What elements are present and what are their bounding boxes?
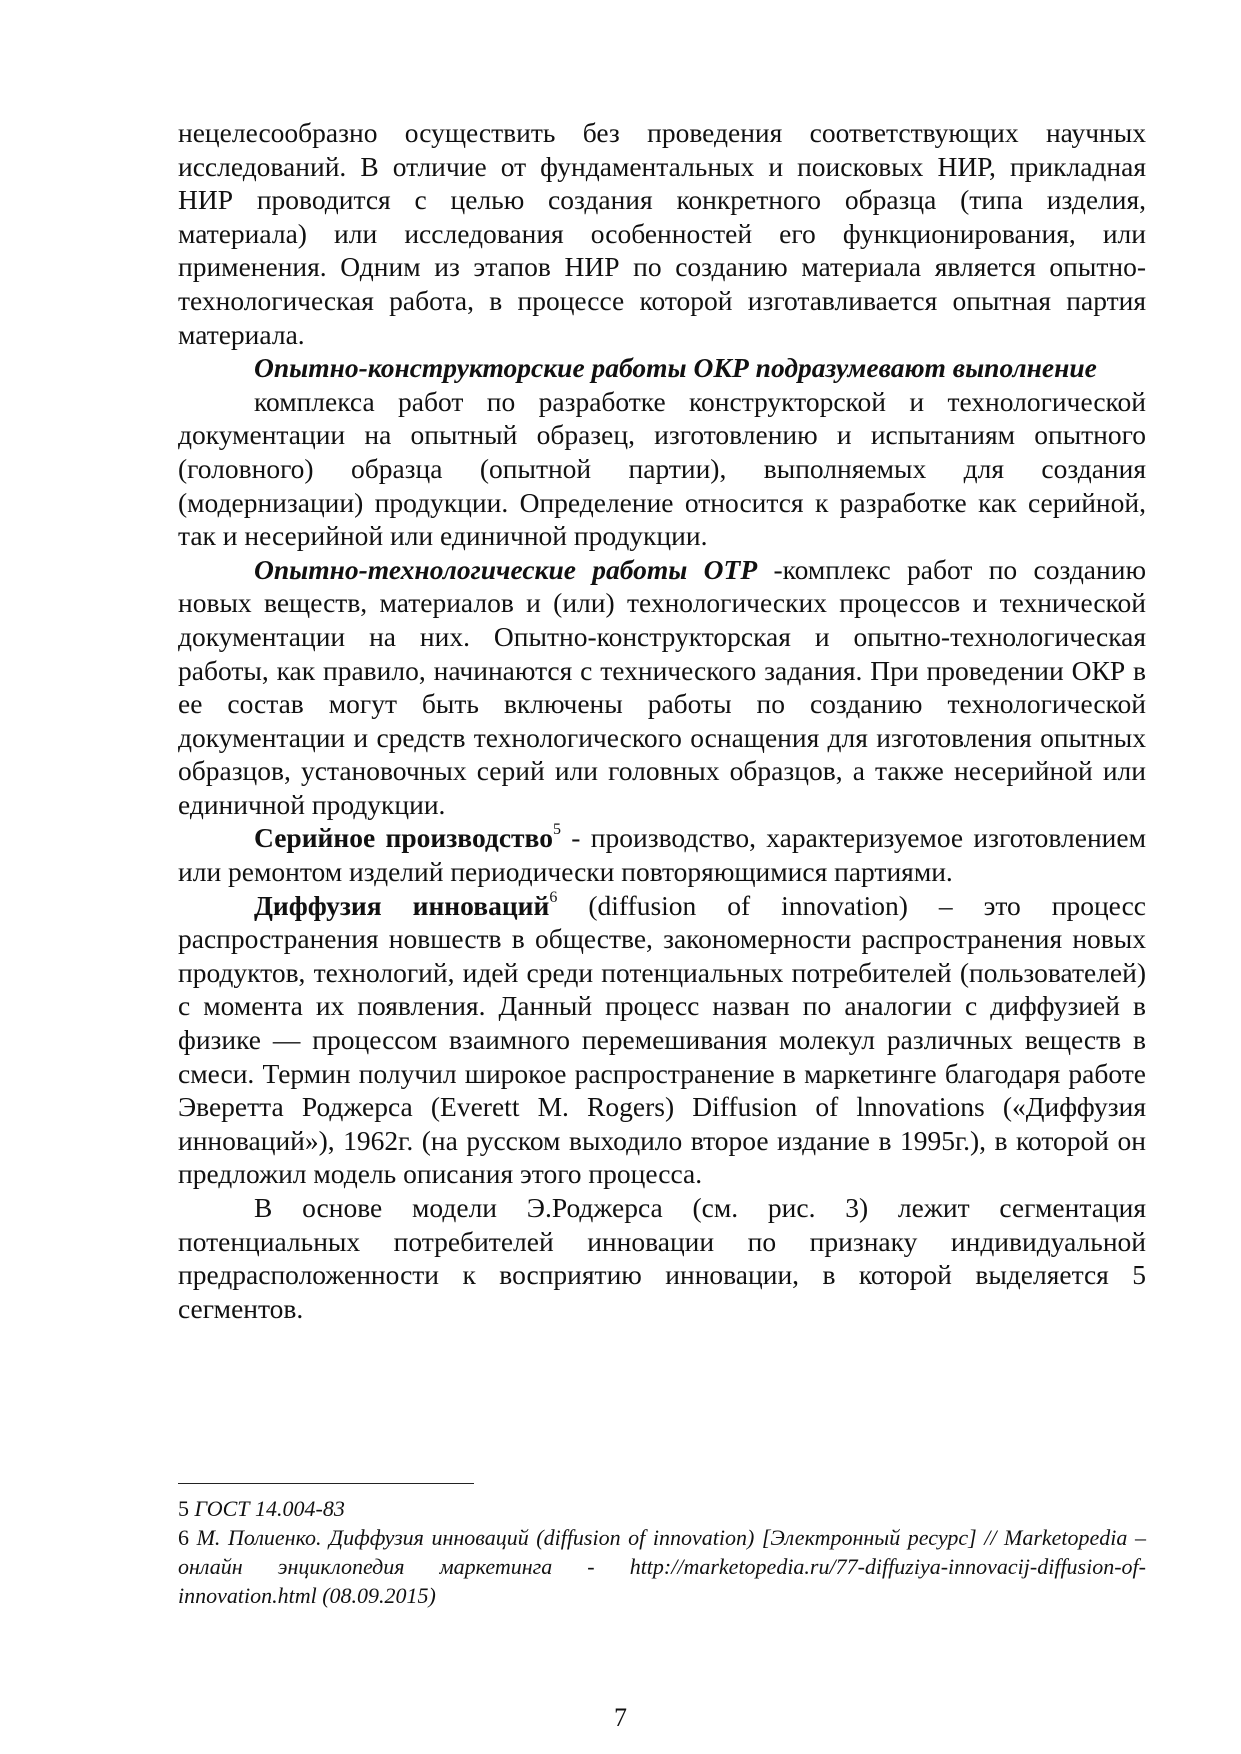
footnote-ref-5[interactable]: 5 <box>552 821 561 839</box>
okr-definition: комплекса работ по разработке конструкторской и технологической документации на опытный образец, изготовлению и испытаниям опытного (головного) образца (опытной партии), выполняемых для создания (модернизации) продукции. Определение относится к разработке как серийной, так и несерийной или единичной продукции. <box>178 385 1146 552</box>
paragraph-rogers-model: В основе модели Э.Роджерса (см. рис. 3) лежит сегментация потенциальных потребителей инновации по признаку индивидуальной предрасположенности к восприятию инновации, в которой выделяется 5 сегментов. <box>178 1192 1146 1324</box>
paragraph-serial-production <box>178 821 1146 888</box>
footnote-ref-6[interactable]: 6 <box>549 888 558 906</box>
body-text <box>178 116 1146 1325</box>
term-diffusion: Диффузия инноваций <box>254 889 550 921</box>
term-otr: Опытно-технологические работы ОТР <box>254 553 758 585</box>
footnote-5 <box>178 1494 1146 1523</box>
footnotes <box>178 1494 1146 1610</box>
term-okr: Опытно-конструкторские работы ОКР подразумевают выполнение <box>254 352 1097 384</box>
footnote-6 <box>178 1523 1146 1610</box>
footnote-text: М. Полиенко. Диффузия инноваций (diffusion of innovation) [Электронный ресурс] // Marketopedia – онлайн энциклопедия маркетинга - http://marketopedia.ru/77-diffuziya-innovacij-diffusion-of-innovation.html (08.09.2015) <box>178 1525 1146 1608</box>
paragraph-okr-heading <box>178 351 1146 385</box>
serial-production-definition: - производство, характеризуемое изготовлением или ремонтом изделий периодически повторяющимися партиями. <box>178 822 1146 888</box>
page-number: 7 <box>614 1703 627 1732</box>
footnote-number: 5 <box>178 1496 189 1521</box>
term-serial-production: Серийное производство <box>254 822 553 854</box>
paragraph-otr <box>178 553 1146 822</box>
paragraph-okr <box>178 385 1146 553</box>
footnote-text: ГОСТ 14.004-83 <box>194 1496 345 1521</box>
paragraph-1: нецелесообразно осуществить без проведения соответствующих научных исследований. В отличие от фундаментальных и поисковых НИР, прикладная НИР проводится с целью создания конкретного образца (типа изделия, материала) или исследования особенностей его функционирования, или применения. Одним из этапов НИР по созданию материала является опытно-технологическая работа, в процессе которой изготавливается опытная партия материала. <box>178 117 1146 350</box>
paragraph-diffusion <box>178 889 1146 1191</box>
diffusion-definition: (diffusion of innovation) – это процесс распространения новшеств в обществе, закономерности распространения новых продуктов, технологий, идей среди потенциальных потребителей (пользователей) с момента их появления. Данный процесс назван по аналогии с диффузией в физике — процессом взаимного перемешивания молекул различных веществ в смеси. Термин получил широкое распространение в маркетинге благодаря работе Эверетта Роджерса (Everett M. Rogers) Diffusion of lnnovations («Диффузия инноваций»), 1962г. (на русском выходило второе издание в 1995г.), в которой он предложил модель описания этого процесса. <box>178 889 1146 1190</box>
footnote-separator <box>178 1483 474 1484</box>
footnote-number: 6 <box>178 1525 189 1550</box>
otr-definition: -комплекс работ по созданию новых веществ, материалов и (или) технологических процессов и технической документации на них. Опытно-конструкторская и опытно-технологическая работы, как правило, начинаются с технического задания. При проведении ОКР в ее состав могут быть включены работы по созданию технологической документации и средств технологического оснащения для изготовления опытных образцов, установочных серий или головных образцов, а также несерийной или единичной продукции. <box>178 553 1146 820</box>
